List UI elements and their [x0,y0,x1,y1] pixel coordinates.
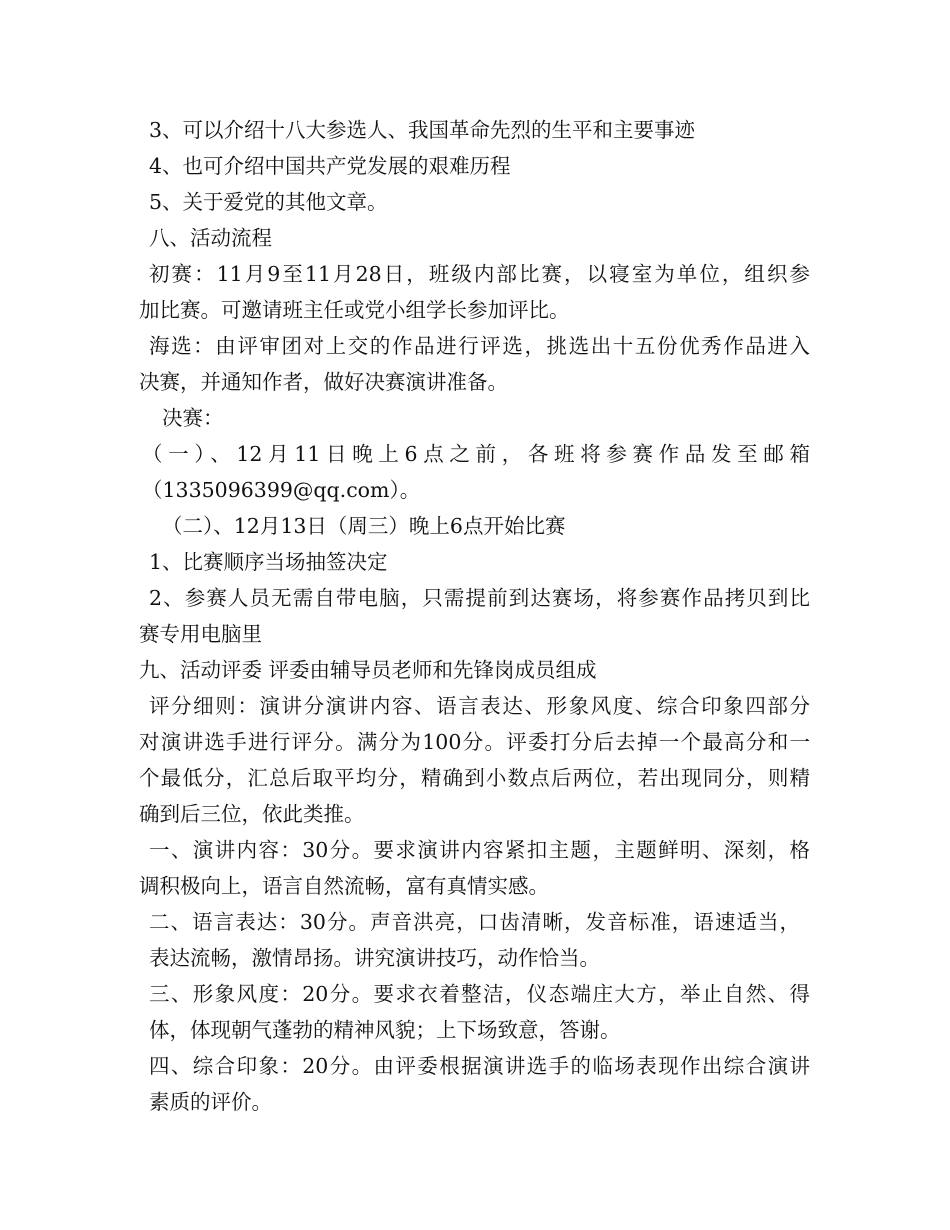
text-line: 5、关于爱党的其他文章。 [149,190,388,214]
text-line: 加比赛。可邀请班主任或党小组学长参加评比。 [139,298,570,322]
section-heading: 八、活动流程 [149,226,272,250]
text-line: 赛专用电脑里 [139,622,262,646]
text-line: 二、语言表达：30分。声音洪亮，口齿清晰，发音标准，语速适当， [149,910,800,934]
text-line: 4、也可介绍中国共产党发展的艰难历程 [149,154,511,178]
text-line: 决赛： [162,406,224,430]
text-line: 三、形象风度：20分。要求衣着整洁，仪态端庄大方，举止自然、得 [149,982,810,1006]
text-line: 海选：由评审团对上交的作品进行评选，挑选出十五份优秀作品进入 [149,334,810,358]
text-line: 初赛：11月9至11月28日，班级内部比赛，以寝室为单位，组织参 [149,262,810,286]
text-line: 素质的评价。 [149,1090,272,1114]
text-line: 评分细则：演讲分演讲内容、语言表达、形象风度、综合印象四部分 [149,694,810,718]
text-line: 调积极向上，语言自然流畅，富有真情实感。 [139,874,549,898]
text-line: 2、参赛人员无需自带电脑，只需提前到达赛场，将参赛作品拷贝到比 [149,586,810,610]
section-heading: 九、活动评委 评委由辅导员老师和先锋岗成员组成 [139,658,597,682]
text-line: 确到后三位，依此类推。 [139,802,365,826]
text-line: 体，体现朝气蓬勃的精神风貌；上下场致意，答谢。 [149,1018,621,1042]
text-line: （一）、12月11日晚上6点之前，各班将参赛作品发至邮箱 [142,442,810,466]
text-line: 对演讲选手进行评分。满分为100分。评委打分后去掉一个最高分和一 [139,730,810,754]
text-line: 个最低分，汇总后取平均分，精确到小数点后两位，若出现同分，则精 [139,766,810,790]
text-line: 表达流畅，激情昂扬。讲究演讲技巧，动作恰当。 [149,946,600,970]
email-line: （1335096399@qq.com）。 [142,478,421,502]
text-line: 1、比赛顺序当场抽签决定 [149,550,388,574]
text-line: 3、可以介绍十八大参选人、我国革命先烈的生平和主要事迹 [149,118,696,142]
text-line: 决赛，并通知作者，做好决赛演讲准备。 [139,370,508,394]
text-line: 四、综合印象：20分。由评委根据演讲选手的临场表现作出综合演讲 [149,1054,810,1078]
text-line: （二）、12月13日（周三）晚上6点开始比赛 [162,514,566,538]
text-line: 一、演讲内容：30分。要求演讲内容紧扣主题，主题鲜明、深刻，格 [149,838,810,862]
